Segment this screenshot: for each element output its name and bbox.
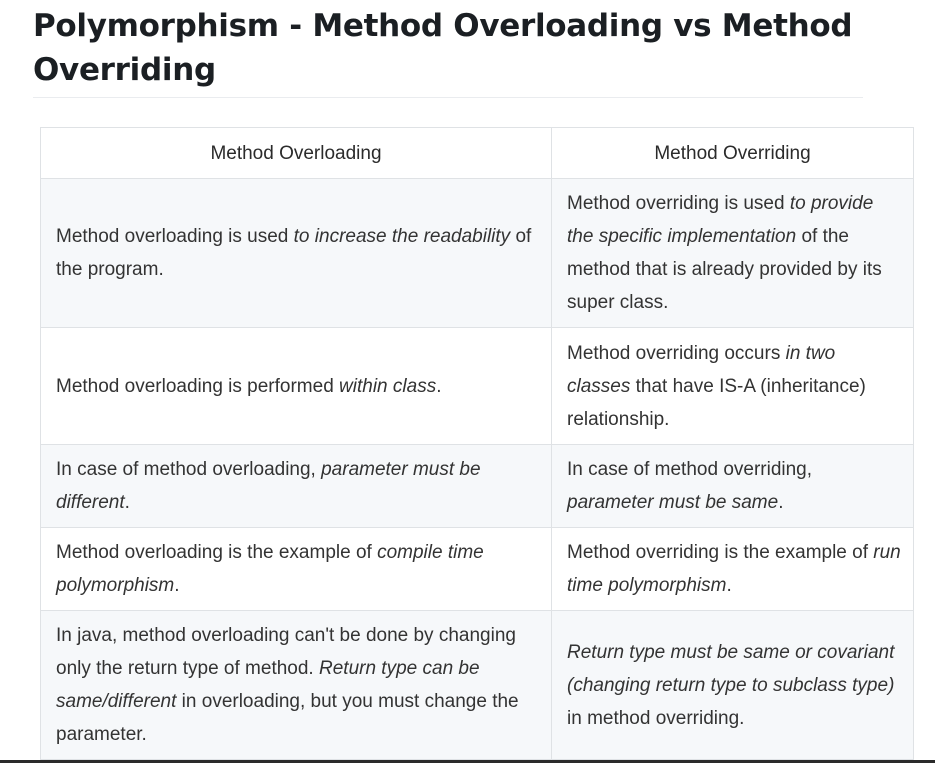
overloading-cell bbox=[41, 528, 552, 611]
overloading-cell bbox=[41, 328, 552, 445]
cell-italic-text: to provide the specific implementation bbox=[567, 193, 874, 247]
cell-text: in overloading, but you must change the parameter. bbox=[56, 691, 519, 745]
overloading-cell bbox=[41, 179, 552, 328]
cell-italic-text: compile time polymorphism bbox=[56, 542, 484, 596]
cell-text: Method overloading is performed bbox=[56, 375, 340, 397]
overloading-cell bbox=[41, 445, 552, 528]
header-method-overriding: Method Overriding bbox=[552, 128, 914, 179]
table-header bbox=[41, 128, 914, 179]
overloading-cell bbox=[41, 611, 552, 760]
cell-italic-text: in two classes bbox=[567, 342, 836, 397]
table-row bbox=[41, 528, 914, 611]
cell-text: Method overriding is the example of bbox=[567, 542, 874, 563]
cell-text: . bbox=[174, 575, 180, 596]
cell-text: Method overriding occurs bbox=[567, 342, 786, 364]
table-body bbox=[41, 179, 914, 760]
cell-italic-text: parameter must be same bbox=[567, 492, 779, 513]
cell-italic-text: Return type must be same or covariant (changing return type to subclass type) bbox=[567, 641, 895, 696]
cell-italic-text: parameter must be different bbox=[56, 459, 481, 513]
table-row bbox=[41, 611, 914, 760]
overriding-cell bbox=[552, 528, 914, 611]
cell-text: In case of method overriding, bbox=[567, 459, 813, 480]
overriding-cell bbox=[552, 445, 914, 528]
cell-text: Method overloading is the example of bbox=[56, 542, 378, 563]
cell-text: . bbox=[124, 492, 130, 513]
overriding-cell bbox=[552, 179, 914, 328]
header-method-overloading: Method Overloading bbox=[41, 128, 552, 179]
cell-text: Method overloading is used bbox=[56, 226, 294, 247]
cell-text: . bbox=[436, 375, 442, 397]
header-row bbox=[41, 128, 914, 179]
overriding-cell bbox=[552, 328, 914, 445]
cell-text: In case of method overloading, bbox=[56, 459, 322, 480]
table-row bbox=[41, 328, 914, 445]
cell-italic-text: Return type can be same/different bbox=[56, 658, 480, 712]
cell-text: of the method that is already provided by its super class. bbox=[567, 226, 882, 313]
title-divider bbox=[33, 97, 863, 98]
cell-italic-text: to increase the readability bbox=[293, 226, 511, 247]
table-row bbox=[41, 179, 914, 328]
cell-text: . bbox=[778, 492, 784, 513]
cell-text: that have IS-A (inheritance) relationship. bbox=[567, 375, 866, 430]
cell-text: In java, method overloading can't be done by changing only the return type of method. bbox=[56, 625, 516, 679]
cell-italic-text: within class bbox=[339, 375, 437, 397]
table-row bbox=[41, 445, 914, 528]
page-title-line-2: Overriding bbox=[33, 52, 216, 88]
cell-italic-text: run time polymorphism bbox=[567, 542, 901, 596]
cell-text: of the program. bbox=[56, 226, 532, 280]
cell-text: in method overriding. bbox=[567, 707, 745, 729]
page-title bbox=[33, 4, 863, 92]
cell-text: . bbox=[726, 575, 732, 596]
cell-text: Method overriding is used bbox=[567, 193, 790, 214]
page-title-line-1: Polymorphism - Method Overloading vs Method bbox=[33, 8, 853, 44]
comparison-table bbox=[40, 127, 914, 760]
overriding-cell bbox=[552, 611, 914, 760]
